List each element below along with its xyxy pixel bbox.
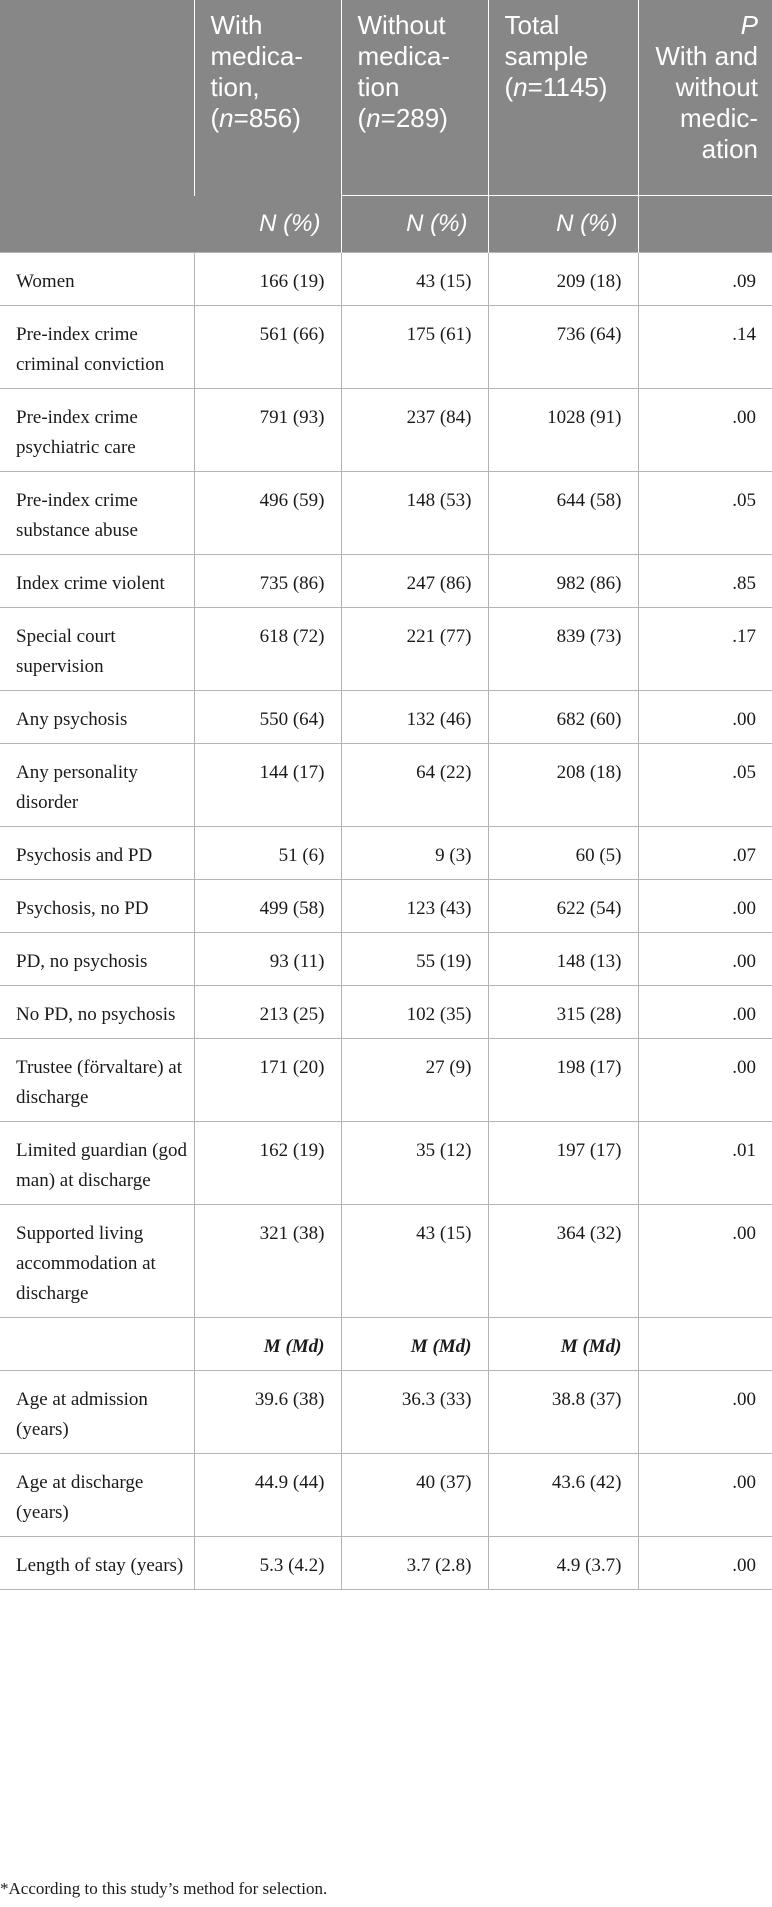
value-p: .00 bbox=[638, 1371, 772, 1454]
value-total-sample: 1028 (91) bbox=[488, 389, 638, 472]
value-with-medication: 496 (59) bbox=[194, 472, 341, 555]
header-total-sample-text: Total sample ( bbox=[504, 10, 589, 102]
value-p: .00 bbox=[638, 1537, 772, 1590]
table-row bbox=[0, 608, 772, 691]
header-with-medication bbox=[194, 0, 341, 196]
value-p: .05 bbox=[638, 744, 772, 827]
value-without-medication: 175 (61) bbox=[341, 306, 488, 389]
value-without-medication: 36.3 (33) bbox=[341, 1371, 488, 1454]
row-label: Psychosis and PD bbox=[0, 827, 194, 880]
subheader-blank bbox=[0, 1318, 194, 1371]
value-with-medication: 561 (66) bbox=[194, 306, 341, 389]
row-label: Age at admission (years) bbox=[0, 1371, 194, 1454]
value-with-medication: 550 (64) bbox=[194, 691, 341, 744]
table-row bbox=[0, 691, 772, 744]
value-without-medication: 123 (43) bbox=[341, 880, 488, 933]
value-total-sample: 197 (17) bbox=[488, 1122, 638, 1205]
row-label: Trustee (förvaltare) at discharge bbox=[0, 1039, 194, 1122]
table-row bbox=[0, 1205, 772, 1318]
header-p-value bbox=[638, 0, 772, 196]
header-without-medication-count: =289) bbox=[380, 103, 448, 133]
value-with-medication: 213 (25) bbox=[194, 986, 341, 1039]
value-with-medication: 44.9 (44) bbox=[194, 1454, 341, 1537]
value-with-medication: 499 (58) bbox=[194, 880, 341, 933]
value-without-medication: 40 (37) bbox=[341, 1454, 488, 1537]
row-label: Age at discharge (years) bbox=[0, 1454, 194, 1537]
value-p: .00 bbox=[638, 1454, 772, 1537]
header-total-sample-n: n bbox=[513, 72, 528, 102]
header-with-medication-text: With medica-tion, ( bbox=[210, 10, 303, 133]
table-row bbox=[0, 933, 772, 986]
value-total-sample: 4.9 (3.7) bbox=[488, 1537, 638, 1590]
row-label: Index crime violent bbox=[0, 555, 194, 608]
value-p: .00 bbox=[638, 933, 772, 986]
value-p: .07 bbox=[638, 827, 772, 880]
value-p: .00 bbox=[638, 986, 772, 1039]
subheader-total: M (Md) bbox=[488, 1318, 638, 1371]
value-total-sample: 198 (17) bbox=[488, 1039, 638, 1122]
value-without-medication: 148 (53) bbox=[341, 472, 488, 555]
value-without-medication: 102 (35) bbox=[341, 986, 488, 1039]
row-label: Pre-index crime psychiatric care bbox=[0, 389, 194, 472]
subheader-p-blank bbox=[638, 1318, 772, 1371]
value-total-sample: 736 (64) bbox=[488, 306, 638, 389]
value-with-medication: 166 (19) bbox=[194, 253, 341, 306]
stat-label-without: N (%) bbox=[341, 196, 488, 253]
value-total-sample: 208 (18) bbox=[488, 744, 638, 827]
value-p: .00 bbox=[638, 691, 772, 744]
value-without-medication: 55 (19) bbox=[341, 933, 488, 986]
header-with-medication-n: n bbox=[219, 103, 234, 133]
table-row bbox=[0, 880, 772, 933]
value-p: .00 bbox=[638, 1039, 772, 1122]
value-without-medication: 43 (15) bbox=[341, 253, 488, 306]
row-label: Special court supervision bbox=[0, 608, 194, 691]
table-row bbox=[0, 253, 772, 306]
row-label: Supported living accommodation at discharge bbox=[0, 1205, 194, 1318]
header-total-sample bbox=[488, 0, 638, 196]
value-with-medication: 791 (93) bbox=[194, 389, 341, 472]
table-row bbox=[0, 1371, 772, 1454]
value-with-medication: 144 (17) bbox=[194, 744, 341, 827]
value-p: .05 bbox=[638, 472, 772, 555]
value-without-medication: 221 (77) bbox=[341, 608, 488, 691]
subheader-with: M (Md) bbox=[194, 1318, 341, 1371]
table-row bbox=[0, 555, 772, 608]
value-total-sample: 209 (18) bbox=[488, 253, 638, 306]
subheader-row bbox=[0, 1318, 772, 1371]
value-without-medication: 43 (15) bbox=[341, 1205, 488, 1318]
value-p: .09 bbox=[638, 253, 772, 306]
value-p: .00 bbox=[638, 880, 772, 933]
value-p: .01 bbox=[638, 1122, 772, 1205]
value-total-sample: 839 (73) bbox=[488, 608, 638, 691]
stat-label-with: N (%) bbox=[194, 196, 341, 253]
value-total-sample: 682 (60) bbox=[488, 691, 638, 744]
row-label: No PD, no psychosis bbox=[0, 986, 194, 1039]
footnote: *According to this study’s method for selection. bbox=[0, 1879, 328, 1898]
header-row bbox=[0, 0, 772, 196]
row-label: Any psychosis bbox=[0, 691, 194, 744]
row-label: Pre-index crime substance abuse bbox=[0, 472, 194, 555]
row-label: Women bbox=[0, 253, 194, 306]
value-p: .14 bbox=[638, 306, 772, 389]
table-body bbox=[0, 253, 772, 1590]
value-total-sample: 364 (32) bbox=[488, 1205, 638, 1318]
value-total-sample: 982 (86) bbox=[488, 555, 638, 608]
table-row bbox=[0, 827, 772, 880]
value-with-medication: 5.3 (4.2) bbox=[194, 1537, 341, 1590]
table-row bbox=[0, 744, 772, 827]
header-without-medication-text: Without medica-tion ( bbox=[357, 10, 450, 133]
table-header bbox=[0, 0, 772, 253]
value-without-medication: 247 (86) bbox=[341, 555, 488, 608]
row-label: Length of stay (years) bbox=[0, 1537, 194, 1590]
subheader-without: M (Md) bbox=[341, 1318, 488, 1371]
value-with-medication: 171 (20) bbox=[194, 1039, 341, 1122]
header-with-medication-count: =856) bbox=[233, 103, 301, 133]
table-row bbox=[0, 472, 772, 555]
row-label: Pre-index crime criminal conviction bbox=[0, 306, 194, 389]
stat-label-p-blank bbox=[638, 196, 772, 253]
header-blank bbox=[0, 0, 194, 253]
value-without-medication: 3.7 (2.8) bbox=[341, 1537, 488, 1590]
row-label: Psychosis, no PD bbox=[0, 880, 194, 933]
header-without-medication bbox=[341, 0, 488, 196]
value-without-medication: 237 (84) bbox=[341, 389, 488, 472]
header-without-medication-n: n bbox=[366, 103, 381, 133]
value-with-medication: 735 (86) bbox=[194, 555, 341, 608]
table-row bbox=[0, 1122, 772, 1205]
value-with-medication: 162 (19) bbox=[194, 1122, 341, 1205]
value-p: .85 bbox=[638, 555, 772, 608]
row-label: Limited guardian (god man) at discharge bbox=[0, 1122, 194, 1205]
value-with-medication: 618 (72) bbox=[194, 608, 341, 691]
value-without-medication: 9 (3) bbox=[341, 827, 488, 880]
value-total-sample: 43.6 (42) bbox=[488, 1454, 638, 1537]
table-row bbox=[0, 1039, 772, 1122]
table-row bbox=[0, 389, 772, 472]
value-without-medication: 132 (46) bbox=[341, 691, 488, 744]
row-label: Any personality disorder bbox=[0, 744, 194, 827]
value-p: .00 bbox=[638, 389, 772, 472]
header-p-description: With and without medic-ation bbox=[655, 41, 758, 164]
value-total-sample: 622 (54) bbox=[488, 880, 638, 933]
value-total-sample: 38.8 (37) bbox=[488, 1371, 638, 1454]
table-row bbox=[0, 1454, 772, 1537]
value-without-medication: 35 (12) bbox=[341, 1122, 488, 1205]
value-with-medication: 93 (11) bbox=[194, 933, 341, 986]
value-total-sample: 60 (5) bbox=[488, 827, 638, 880]
table-row bbox=[0, 1537, 772, 1590]
header-total-sample-count: =1145) bbox=[527, 72, 608, 102]
header-p-symbol: P bbox=[740, 10, 758, 40]
value-p: .00 bbox=[638, 1205, 772, 1318]
row-label: PD, no psychosis bbox=[0, 933, 194, 986]
value-total-sample: 315 (28) bbox=[488, 986, 638, 1039]
stat-label-total: N (%) bbox=[488, 196, 638, 253]
value-without-medication: 27 (9) bbox=[341, 1039, 488, 1122]
value-with-medication: 51 (6) bbox=[194, 827, 341, 880]
value-without-medication: 64 (22) bbox=[341, 744, 488, 827]
table-row bbox=[0, 306, 772, 389]
value-total-sample: 644 (58) bbox=[488, 472, 638, 555]
table-row bbox=[0, 986, 772, 1039]
value-total-sample: 148 (13) bbox=[488, 933, 638, 986]
value-with-medication: 321 (38) bbox=[194, 1205, 341, 1318]
value-p: .17 bbox=[638, 608, 772, 691]
value-with-medication: 39.6 (38) bbox=[194, 1371, 341, 1454]
